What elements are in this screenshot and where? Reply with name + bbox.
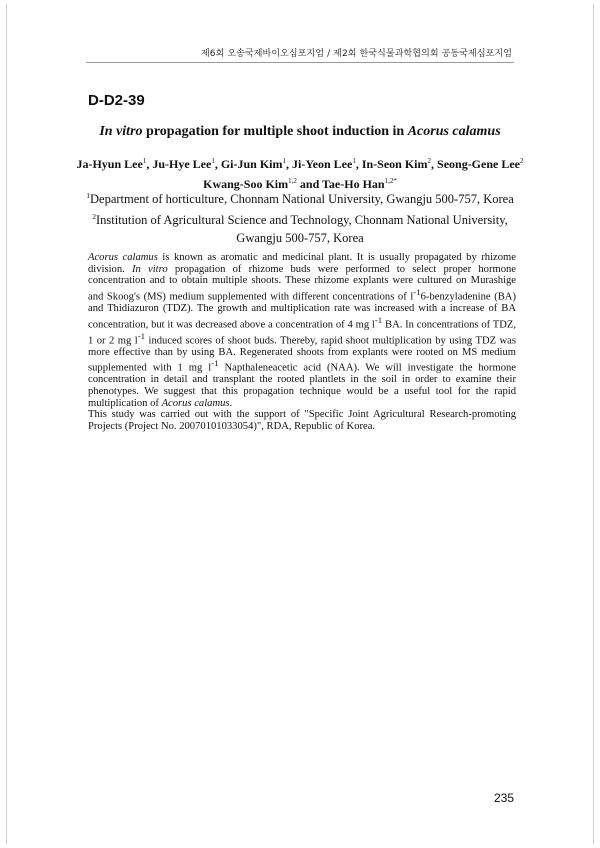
affiliation-mark: 2 — [92, 212, 96, 222]
unit-superscript: -1 — [137, 330, 146, 341]
abstract-code: D-D2-39 — [88, 92, 145, 109]
abstract-paragraph — [88, 252, 516, 409]
author-name: Ja-Hyun Lee — [76, 157, 143, 171]
title-middle: propagation for multiple shoot induction in — [142, 124, 408, 139]
acknowledgement: This study was carried out with the support of "Specific Joint Agricultural Research-promoting Projects (Project No. 20070101033054)", RDA, Republic of Korea. — [88, 409, 516, 432]
unit-superscript: -1 — [211, 358, 219, 369]
abstract-text: is known as aromatic and medicinal plant. It is usually propagated by rhizome division. — [88, 252, 516, 275]
title-italic-lead: In vitro — [99, 124, 143, 139]
author-name: Gi-Jun Kim — [220, 157, 283, 171]
author-conjunction: and — [296, 177, 323, 191]
author-affil-mark: 1 — [352, 157, 356, 165]
author-name: Kwang-Soo Kim — [203, 177, 289, 191]
abstract-body — [88, 252, 516, 432]
species-name: Acorus calamus — [161, 397, 230, 409]
affiliation-text: Institution of Agricultural Science and Technology, Chonnam National University, — [95, 213, 508, 228]
affiliation-2-line-2: Gwangju 500-757, Korea — [236, 231, 364, 246]
header-rule — [86, 62, 514, 63]
title-species: Acorus calamus — [407, 124, 501, 139]
affiliation-text: Department of horticulture, Chonnam National University, Gwangju 500-757, Korea — [90, 192, 514, 207]
in-vitro-term: In vitro — [131, 263, 168, 275]
affiliation-mark: 1 — [86, 191, 90, 200]
author-affil-mark: 1 — [211, 157, 215, 165]
author-name: Ju-Hye Lee — [152, 157, 212, 171]
author-name: In-Seon Kim — [361, 157, 428, 171]
author-affil-mark: 1 — [142, 157, 147, 165]
author-line-1: Ja-Hyun Lee$^1$, Ju-Hye Lee$^1$, Gi-Jun Kim$^1$, Ji-Yeon Lee$^1$, In-Seon Kim$^2$, Seong-Gene Lee$^2$ — [76, 157, 524, 171]
affiliation-2 — [70, 208, 530, 229]
author-affil-mark: 1,2* — [384, 177, 397, 185]
author-name: Seong-Gene Lee — [437, 157, 521, 171]
abstract-text: BA. In concentrations of TDZ, 1 or 2 mg l — [88, 319, 516, 347]
abstract-text: 6-benzyladenine (BA) and Thidiazuron (TDZ). The growth and multiplication rate was increased with a increase of BA concentration, but it was decreased above a concentration of 4 mg l — [88, 291, 516, 331]
paper-title — [60, 124, 540, 140]
abstract-text: propagation of rhizome buds were performed to select proper hormone concentration and to obtain multiple shoots. These rhizome explants were cultured on Murashige and Skoog's (MS) medium supplemented with different concentrations of l — [88, 263, 517, 303]
abstract-text: . — [229, 397, 233, 409]
abstract-text: Napthaleneacetic acid (NAA). We will investigate the hormone concentration in detail and transplant the rooted plantlets in the soil in order to examine their phenotypes. We suggest that this propagation technique would be a useful tool for the rapid multiplication of — [88, 362, 516, 409]
affiliation-1 — [70, 187, 530, 208]
affiliations — [70, 187, 530, 247]
author-affil-mark: 2 — [520, 157, 524, 165]
author-name: Tae-Ho Han — [322, 177, 385, 191]
author-name: Ji-Yeon Lee — [292, 157, 353, 171]
author-affil-mark: 1 — [282, 157, 286, 165]
author-affil-mark: 2 — [427, 157, 432, 165]
author-affil-mark: 1,2 — [288, 177, 297, 185]
unit-superscript: -1 — [413, 286, 421, 297]
running-header: 제6회 오송국제바이오심포지엄 / 제2회 한국식물과학협의회 공동국제심포지엄 — [201, 49, 512, 59]
abstract-text: induced scores of shoot buds. Thereby, rapid shoot multiplication by using TDZ was more effective than by using BA. Regenerated shoots from explants were rooted on MS medium supplemented with 1 mg l — [88, 335, 516, 374]
unit-superscript: -1 — [374, 314, 383, 325]
species-name: Acorus calamus — [88, 252, 158, 263]
page-number: 235 — [493, 791, 514, 805]
